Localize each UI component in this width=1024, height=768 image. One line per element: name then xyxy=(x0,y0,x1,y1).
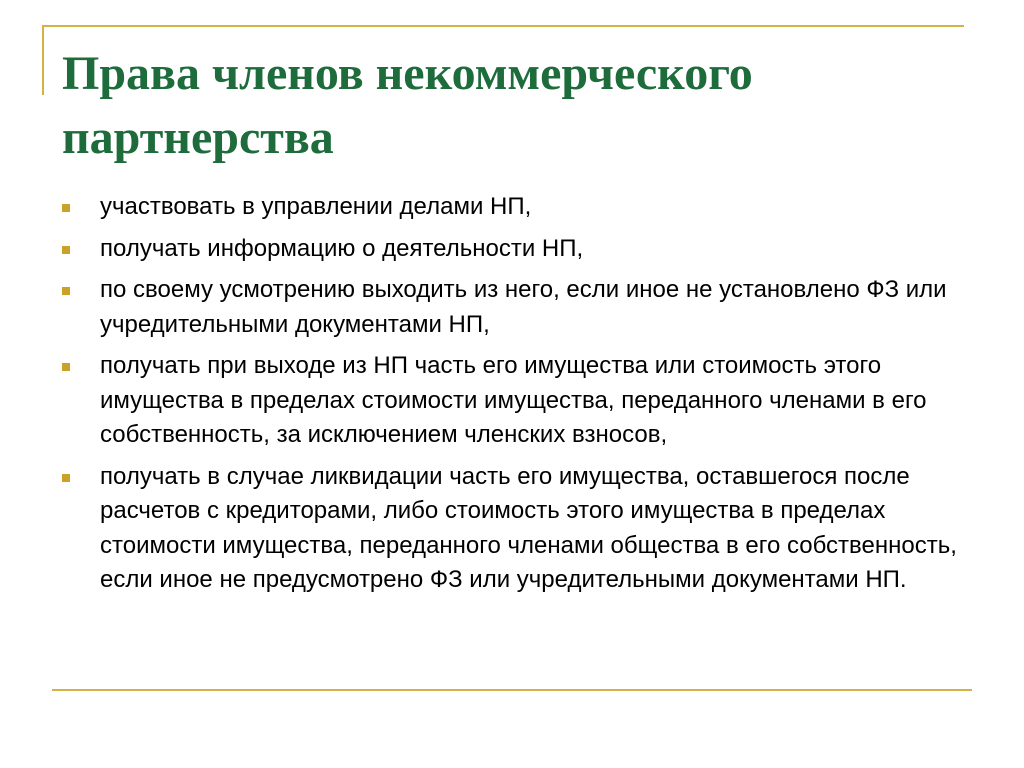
bullet-text: получать при выходе из НП часть его имущества или стоимость этого имущества в пределах стоимости имущества, переданного членами в его собственность, за исключением членских взносов, xyxy=(100,352,927,448)
bullet-text: получать информацию о деятельности НП, xyxy=(100,234,584,262)
bullet-text: участвовать в управлении делами НП, xyxy=(100,193,532,220)
square-bullet-icon xyxy=(62,474,70,482)
bullet-text: по своему усмотрению выходить из него, если иное не установлено ФЗ или учредительными документами НП, xyxy=(100,276,947,338)
slide-title: Права членов некоммерческого партнерства xyxy=(62,47,753,164)
bullet-text: получать в случае ликвидации часть его имущества, оставшегося после расчетов с кредиторами, либо стоимость этого имущества в пределах стоимости имущества, переданного членами общества в его собственность, если иное не предусмотрено ФЗ или учредительными документами НП. xyxy=(100,462,957,593)
bullet-item xyxy=(60,273,960,342)
square-bullet-icon xyxy=(62,287,70,295)
frame-left-line xyxy=(42,25,44,95)
bullet-list xyxy=(60,190,960,605)
bullet-item xyxy=(60,190,960,225)
square-bullet-icon xyxy=(62,246,70,254)
bullet-item xyxy=(60,460,960,598)
square-bullet-icon xyxy=(62,204,70,212)
frame-top-line xyxy=(42,25,964,27)
square-bullet-icon xyxy=(62,363,70,371)
bullet-item xyxy=(60,232,960,267)
bullet-item xyxy=(60,349,960,453)
frame-bottom-line xyxy=(52,689,972,691)
